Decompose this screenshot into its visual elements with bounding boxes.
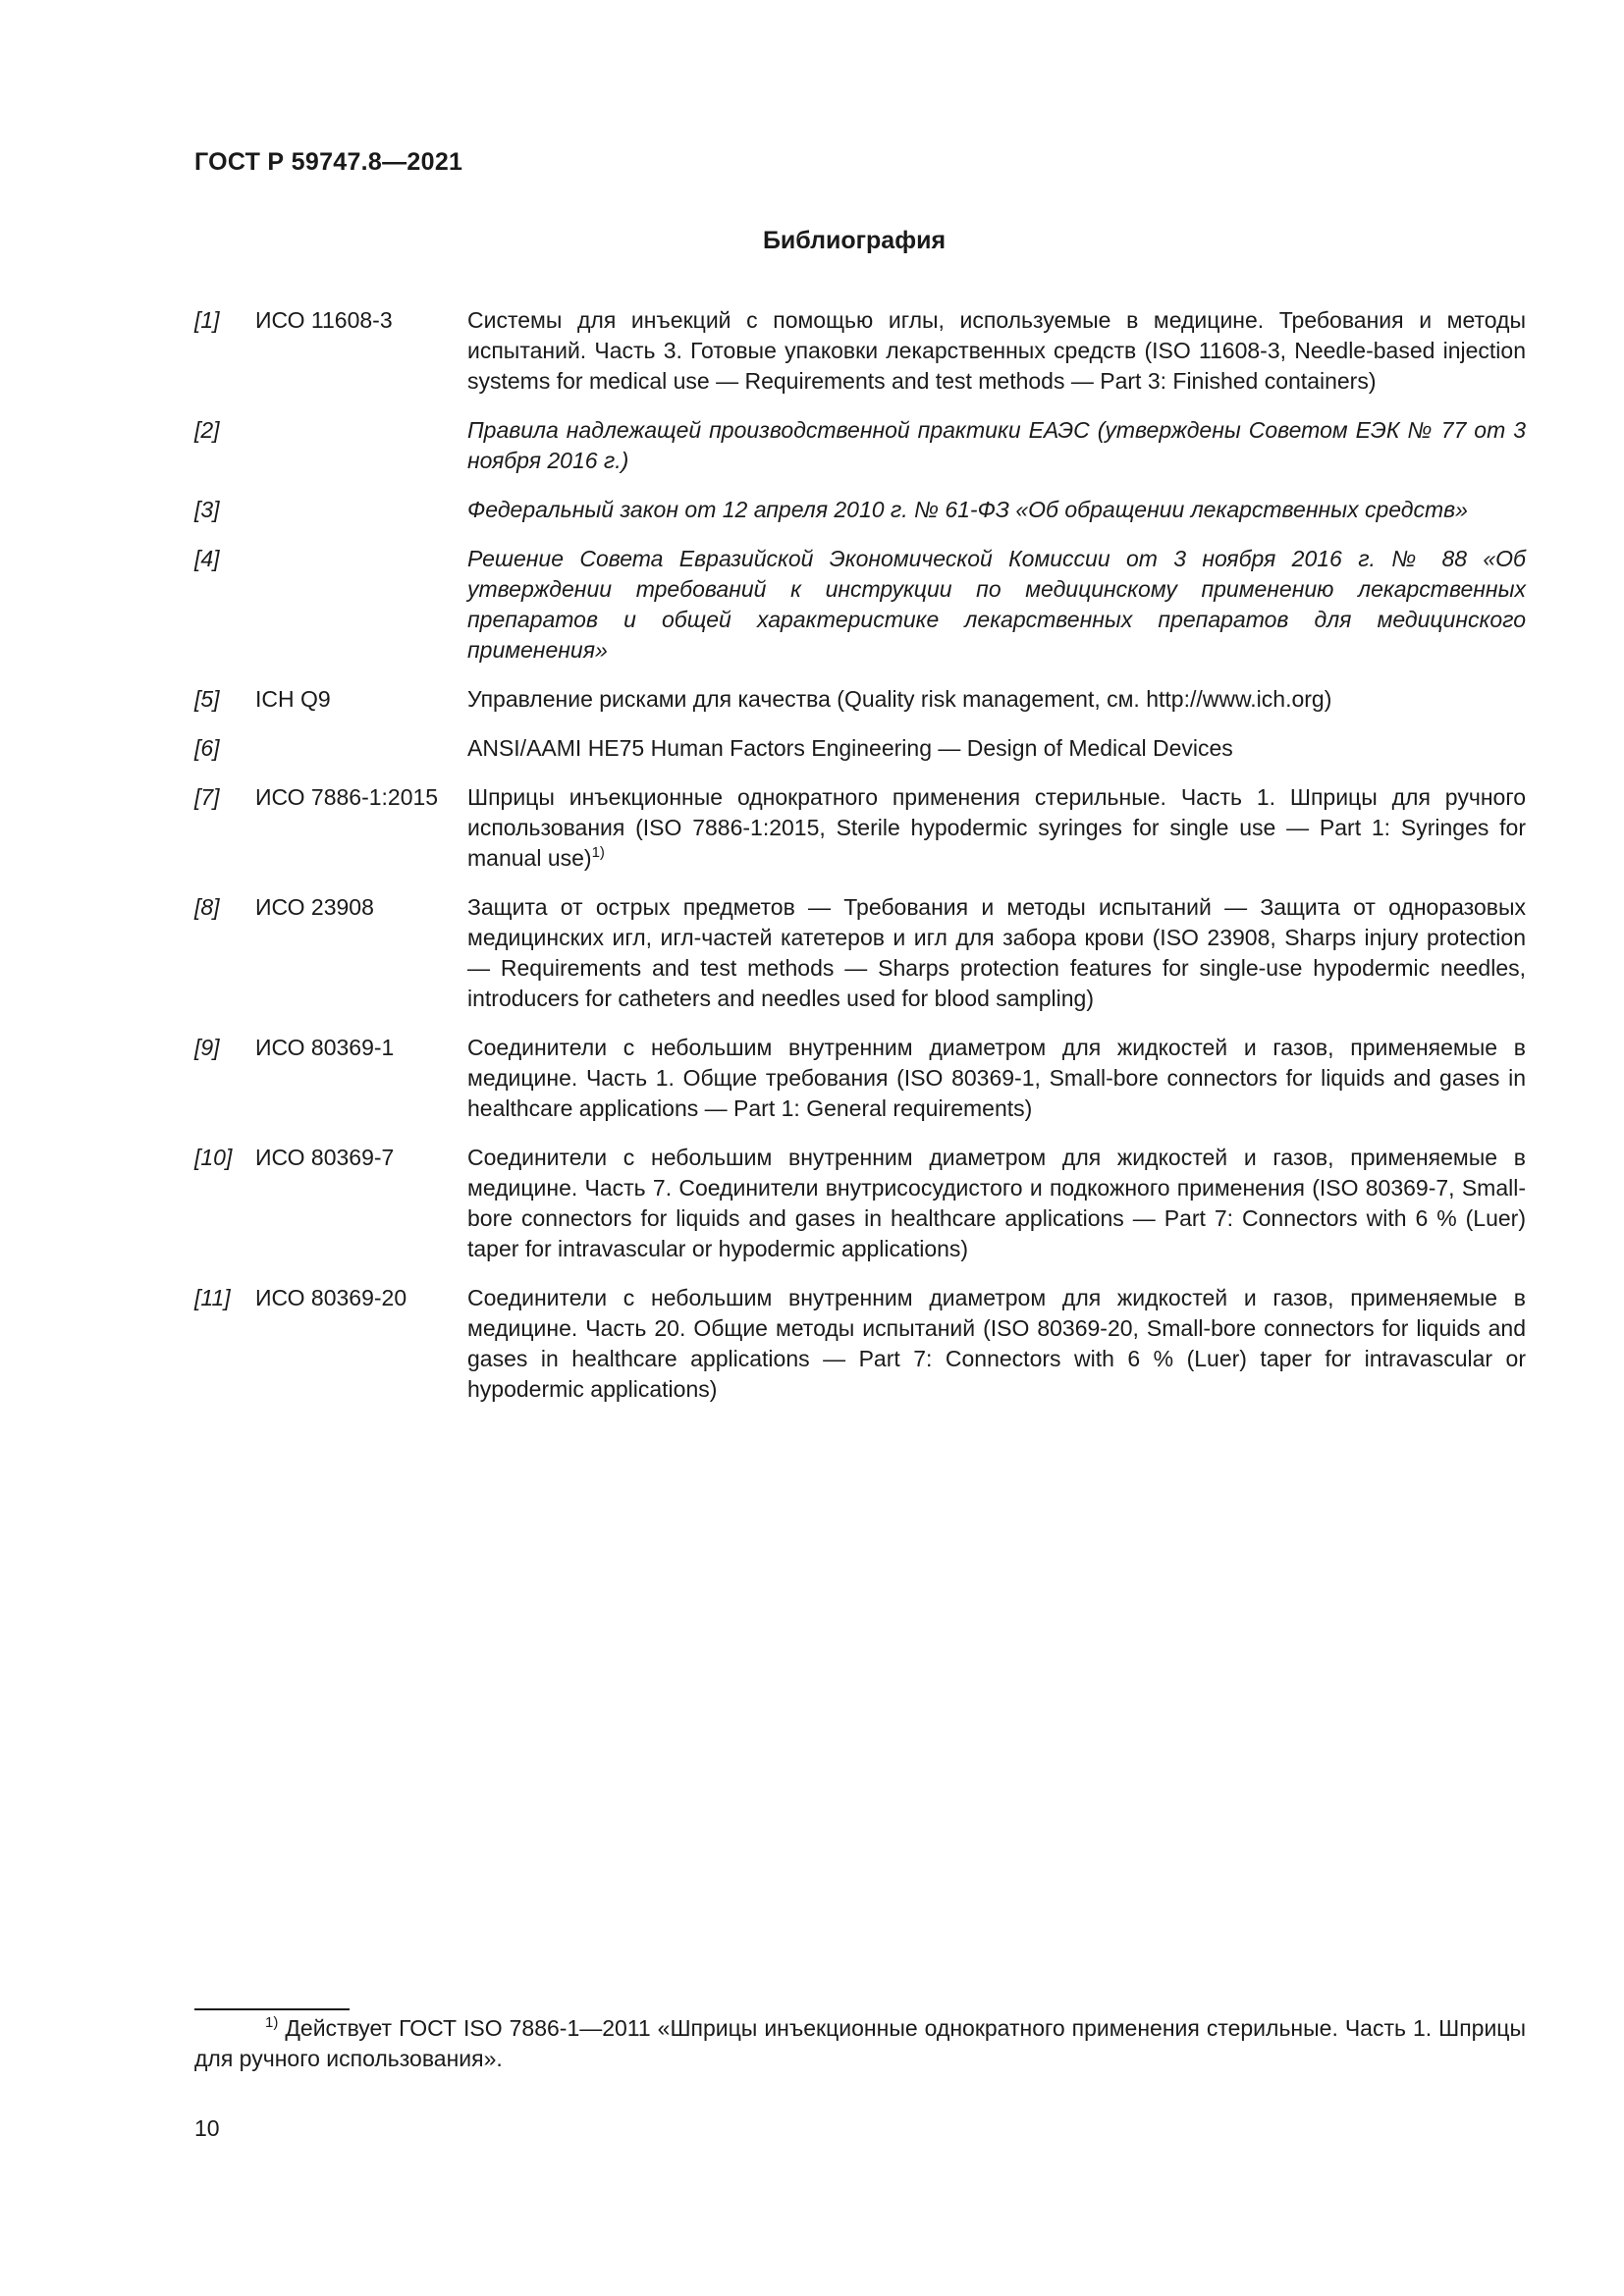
entry-text: Соединители с небольшим внутренним диаметром для жидкостей и газов, применяемые в медицине. Часть 7. Соединители внутрисосудистого и подкожного применения (ISO 80369-7, Small-bore connectors for liquids and gases in healthcare applications — Part 7: Connectors with 6 % (Luer) taper for intravascular or hypodermic applications)	[467, 1145, 1526, 1261]
bibliography-entry	[194, 415, 1526, 476]
bibliography-entry	[194, 495, 1526, 525]
bibliography-entry	[194, 1143, 1526, 1264]
standard-code: ИСО 80369-20	[255, 1285, 407, 1310]
bibliography-entry	[194, 1283, 1526, 1405]
entry-number: [9]	[194, 1035, 220, 1060]
footnote	[194, 2013, 1526, 2074]
standard-code: ИСО 80369-1	[255, 1035, 395, 1060]
bibliography-entry	[194, 733, 1526, 764]
bibliography-entry	[194, 782, 1526, 874]
entry-text: Системы для инъекций с помощью иглы, используемые в медицине. Требования и методы испытаний. Часть 3. Готовые упаковки лекарственных средств (ISO 11608-3, Needle-based injection systems for medical use — Requirements and test methods — Part 3: Finished containers)	[467, 307, 1526, 394]
entry-number: [6]	[194, 735, 220, 761]
entry-text: Соединители с небольшим внутренним диаметром для жидкостей и газов, применяемые в медицине. Часть 20. Общие методы испытаний (ISO 80369-20, Small-bore connectors for liquids and gases in healthcare applications — Part 7: Connectors with 6 % (Luer) taper for intravascular or hypodermic applications)	[467, 1285, 1526, 1402]
entry-text: ANSI/AAMI HE75 Human Factors Engineering — Design of Medical Devices	[467, 735, 1233, 761]
footnote-reference-mark: 1)	[591, 844, 605, 861]
entry-number: [11]	[194, 1285, 231, 1310]
entry-number: [10]	[194, 1145, 233, 1170]
standard-code: ICH Q9	[255, 686, 331, 712]
bibliography-entry	[194, 1033, 1526, 1124]
bibliography-list	[194, 305, 1526, 1423]
entry-number: [5]	[194, 686, 220, 712]
section-title: Библиография	[762, 227, 947, 254]
entry-text: Федеральный закон от 12 апреля 2010 г. № 61-ФЗ «Об обращении лекарственных средств»	[467, 497, 1468, 522]
footnote-separator	[194, 2008, 350, 2010]
entry-text: Управление рисками для качества (Quality risk management, см. http://www.ich.org)	[467, 686, 1332, 712]
standard-code: ИСО 7886-1:2015	[255, 784, 439, 810]
entry-text: Защита от острых предметов — Требования и методы испытаний — Защита от одноразовых медицинских игл, игл-частей катетеров и игл для забора крови (ISO 23908, Sharps injury protection — Requirements and test methods — Sharps protection features for single-use hypodermic needles, introducers for catheters and needles used for blood sampling)	[467, 894, 1526, 1011]
page-number: 10	[194, 2115, 220, 2141]
entry-text: Шприцы инъекционные однократного применения стерильные. Часть 1. Шприцы для ручного использования (ISO 7886-1:2015, Sterile hypodermic syringes for single use — Part 1: Syringes for manual use)	[467, 784, 1526, 871]
entry-text: Соединители с небольшим внутренним диаметром для жидкостей и газов, применяемые в медицине. Часть 1. Общие требования (ISO 80369-1, Small-bore connectors for liquids and gases in healthcare applications — Part 1: General requirements)	[467, 1035, 1526, 1121]
entry-number: [1]	[194, 307, 220, 333]
entry-number: [4]	[194, 546, 220, 571]
standard-code: ИСО 80369-7	[255, 1145, 395, 1170]
footnote-text: Действует ГОСТ ISO 7886-1—2011 «Шприцы инъекционные однократного применения стерильные. Часть 1. Шприцы для ручного использования».	[194, 2015, 1526, 2071]
entry-text-with-footnote	[467, 782, 1526, 874]
entry-number: [2]	[194, 417, 220, 443]
bibliography-entry	[194, 305, 1526, 397]
entry-number: [8]	[194, 894, 220, 920]
footnote-mark: 1)	[265, 2014, 279, 2031]
document-code-header: ГОСТ Р 59747.8—2021	[194, 148, 463, 176]
bibliography-entry	[194, 684, 1526, 715]
entry-text: Правила надлежащей производственной практики ЕАЭС (утверждены Советом ЕЭК № 77 от 3 ноября 2016 г.)	[467, 417, 1526, 473]
standard-code: ИСО 11608-3	[255, 307, 393, 333]
entry-text: Решение Совета Евразийской Экономической Комиссии от 3 ноября 2016 г. № 88 «Об утверждении требований к инструкции по медицинскому применению лекарственных препаратов и общей характеристике лекарственных препаратов для медицинского применения»	[467, 546, 1526, 663]
entry-number: [3]	[194, 497, 220, 522]
bibliography-entry	[194, 892, 1526, 1014]
bibliography-entry	[194, 544, 1526, 666]
entry-number: [7]	[194, 784, 220, 810]
standard-code: ИСО 23908	[255, 894, 374, 920]
